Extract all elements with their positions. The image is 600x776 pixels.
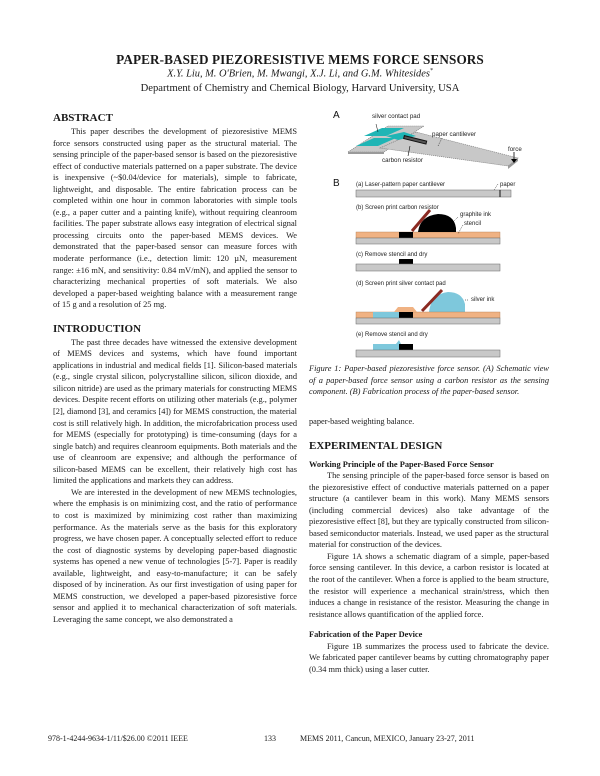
authors: X.Y. Liu, M. O'Brien, M. Mwangi, X.J. Li, and G.M. Whitesides bbox=[167, 68, 430, 80]
step-d-label: (d) Screen print silver contact pad bbox=[356, 281, 446, 287]
step-b-label: (b) Screen print carbon resistor bbox=[356, 205, 439, 211]
figure-1b-fabrication bbox=[333, 178, 515, 357]
figure-1a-schematic bbox=[333, 110, 522, 169]
step-c-label: (c) Remove stencil and dry bbox=[356, 252, 428, 258]
figure-1-caption: Figure 1: Paper-based piezoresistive force sensor. (A) Schematic view of a paper-based force sensor using a carbon resistor as the sensing component. (B) Fabrication process of the paper-based sensor. bbox=[309, 364, 549, 396]
step-a-callout: paper bbox=[500, 182, 516, 188]
panel-a-label: A bbox=[333, 110, 340, 121]
fabrication-paragraph-1: Figure 1B summarizes the process used to fabricate the device. We fabricated paper cantilever beams by cutting chromatography paper (0.34 mm thick) using a laser cutter. bbox=[309, 641, 549, 674]
working-principle-paragraph-1: The sensing principle of the paper-based force sensor is based on the piezoresistive effect of conductive materials patterned on a paper structure (a cantilever beam in this work). Many MEMS sensors (including commercial devices) also take advantage of the piezoresistive effect [8], but they are typically constructed from silicon-based semiconductor materials. Instead, we used paper as the structural material for construction of the devices. bbox=[309, 471, 549, 550]
step-b-callout-stencil: stencil bbox=[464, 221, 482, 227]
label-silver-contact-pad: silver contact pad bbox=[372, 113, 421, 120]
label-paper-cantilever: paper cantilever bbox=[432, 131, 477, 138]
introduction-heading: INTRODUCTION bbox=[53, 322, 142, 335]
right-column bbox=[309, 416, 549, 675]
figure-1 bbox=[312, 104, 580, 362]
affiliation: Department of Chemistry and Chemical Biology, Harvard University, USA bbox=[140, 83, 460, 94]
working-principle-heading: Working Principle of the Paper-Based Force Sensor bbox=[309, 459, 494, 469]
experimental-design-heading: EXPERIMENTAL DESIGN bbox=[309, 439, 443, 452]
introduction-paragraph-2: We are interested in the development of new MEMS technologies, where the emphasis is on minimizing cost, and the ratio of performance to cost is maximized by minimizing cost rather than maximizing performance. As the materials serve as the basis for this exploratory progress, we have chosen paper. A conceptually selected effort to reduce the cost of diagnostic systems by developing paper-based diagnostic systems has opened a new venue of technologies [5-7]. Paper is readily available, lightweight, and easy-to-manufacture; it can be safely disposed of by incineration. As our first investigation of using paper for MEMS construction, we developed a paper-based pizoresistive force sensor and applied it to mechanical characterization of soft materials. Leveraging the same concept, we also demonstrated a bbox=[53, 487, 297, 624]
author-line bbox=[0, 68, 600, 79]
footer-isbn: 978-1-4244-9634-1/11/$26.00 ©2011 IEEE bbox=[48, 734, 188, 743]
abstract-heading: ABSTRACT bbox=[53, 112, 113, 124]
step-d-callout: silver ink bbox=[471, 297, 495, 303]
paper-title: PAPER-BASED PIEZORESISTIVE MEMS FORCE SENSORS bbox=[116, 52, 484, 67]
corresponding-author-mark: * bbox=[429, 68, 433, 74]
introduction-paragraph-1: The past three decades have witnessed the extensive development of MEMS devices and systems, which have found important applications in industrial and medical fields [1]. Silicon-based materials (e.g., single crystal silicon, polycrystalline silicon, silicon dioxide, and silicon nitride) are used as the primary materials for constructing MEMS devices. Despite recent efforts on utilizing other materials (e.g., polymer [2], diamond [3], and ceramics [4]) for MEMS construction, the material cost is still relatively high. In addition, the microfabrication process used for MEMS (especially for prototyping) is time-consuming (days for a single batch) and requires cleanroom equipments. Both materials and the use of cleanroom are expensive; and although the performance of silicon-based MEMS can be excellent, their relatively high cost has limited the applications and markets they can address. bbox=[53, 337, 297, 486]
panel-b-label: B bbox=[333, 178, 340, 189]
label-carbon-resistor: carbon resistor bbox=[382, 157, 423, 164]
step-b-callout-graphite: graphite ink bbox=[460, 212, 492, 218]
label-force: force bbox=[508, 146, 522, 153]
step-a-label: (a) Laser-pattern paper cantilever bbox=[356, 182, 446, 188]
abstract-text: This paper describes the development of piezoresistive MEMS force sensors constructed using paper as the structural material. The sensing principle of the paper-based sensor is based on the piezoresistive effect of conductive materials patterned on a paper substrate. The device is inexpensive (~$0.04/device for materials), simple to fabricate, lightweight, and disposable. The entire fabrication process can be completed within one hour in common laboratories with simple tools (e.g., a paper cutter and a painting knife), without requiring cleanroom facilities. The paper substrate allows easy integration of electrical signal processing circuits onto the paper-based MEMS devices. We demonstrated that the paper-based sensor can measure forces with moderate performance (i.e., detection limit: 120 µN, measurement range: ±16 mN, and sensitivity: 0.84 mV/mN), and applied the sensor to characterizing mechanical properties of soft materials. We also developed a paper-based weighting balance with a measurement range of 15 g and a resolution of 25 mg. bbox=[53, 127, 297, 310]
fabrication-heading: Fabrication of the Paper Device bbox=[309, 630, 423, 640]
introduction-continuation: paper-based weighting balance. bbox=[309, 417, 415, 426]
footer-conference: MEMS 2011, Cancun, MEXICO, January 23-27, 2011 bbox=[300, 734, 475, 743]
working-principle-paragraph-2: Figure 1A shows a schematic diagram of a simple, paper-based force sensing cantilever. In this device, a carbon resistor is located at the root of the cantilever. When a force is applied to the beam structure, the resistor will experience a mechanical strain/stress, which then induces a change in resistance of the resistor. Measuring the change in resistance allows quantification of the applied force. bbox=[309, 551, 549, 619]
page-number: 133 bbox=[264, 734, 276, 743]
step-e-label: (e) Remove stencil and dry bbox=[356, 332, 428, 338]
left-column bbox=[53, 112, 297, 625]
